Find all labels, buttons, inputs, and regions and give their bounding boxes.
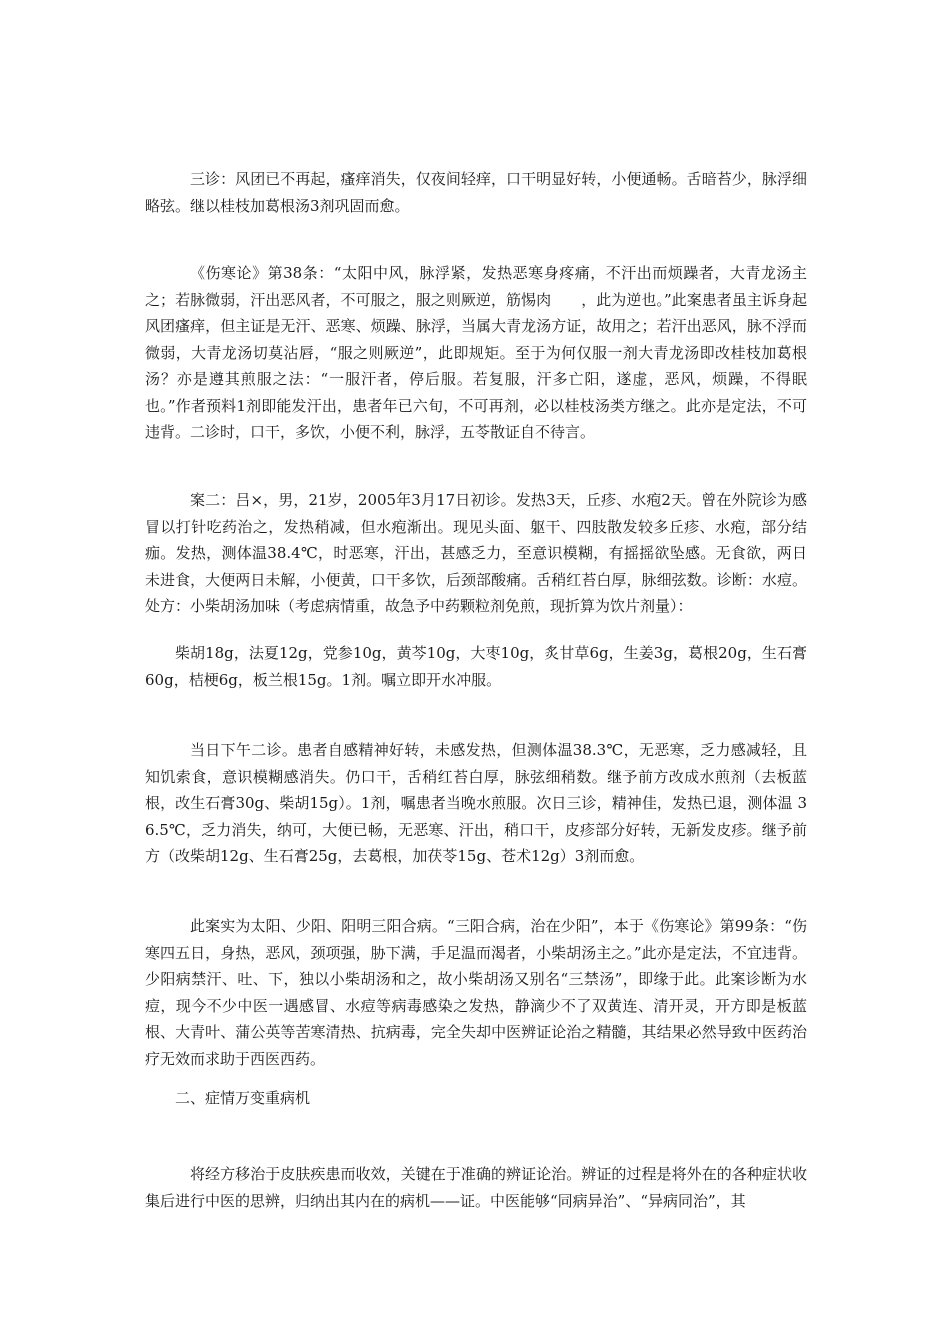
section-heading: 二、症情万变重病机 (175, 1089, 311, 1107)
paragraph-shanghan-38: 《伤寒论》第38条：“太阳中风，脉浮紧，发热恶寒身疼痛，不汗出而烦躁者，大青龙汤主之；若脉微弱，汗出恶风者，不可服之，服之则厥逆，筋惕肉 ，此为逆也。”此案患者虽主诉身起风团瘙痒，但主证是无汗、恶寒、烦躁、脉浮，当属大青龙汤方证，故用之；若汗出恶风，脉不浮而微弱，大青龙汤切莫沾唇，“服之则厥逆”，此即规矩。至于为何仅服一剂大青龙汤即改桂枝加葛根汤？亦是遵其煎服之法：“一服汗者，停后服。若复服，汗多亡阳，遂虚，恶风，烦躁，不得眠也。”作者预料1剂即能发汗出，患者年已六旬，不可再剂，必以桂枝汤类方继之。此亦是定法，不可违背。二诊时，口干，多饮，小便不利，脉浮，五苓散证自不待言。 (145, 264, 807, 441)
paragraph-prescription: 柴胡18g，法夏12g，党参10g，黄芩10g，大枣10g，炙甘草6g，生姜3g，葛根20g，生石膏60g，桔梗6g，板兰根15g。1剂。嘱立即开水冲服。 (145, 644, 807, 689)
paragraph-third-visit: 三诊：风团已不再起，瘙痒消失，仅夜间轻痒，口干明显好转，小便通畅。舌暗苔少，脉浮细略弦。继以桂枝加葛根汤3剂巩固而愈。 (145, 170, 807, 215)
paragraph-second-visit: 当日下午二诊。患者自感精神好转，未感发热，但测体温38.3℃，无恶寒，乏力感减轻，且知饥索食，意识模糊感消失。仍口干，舌稍红苔白厚，脉弦细稍数。继予前方改成水煎剂（去板蓝根，改生石膏30g、柴胡15g）。1剂，嘱患者当晚水煎服。次日三诊，精神佳，发热已退，测体温 36.5℃，乏力消失，纳可，大便已畅，无恶寒、汗出，稍口干，皮疹部分好转，无新发皮疹。继予前方（改柴胡12g、生石膏25g，去葛根，加茯苓15g、苍术12g）3剂而愈。 (145, 741, 807, 865)
paragraph-case-analysis: 此案实为太阳、少阳、阳明三阳合病。“三阳合病，治在少阳”，本于《伤寒论》第99条：“伤寒四五日，身热，恶风，颈项强，胁下满，手足温而渴者，小柴胡汤主之。”此亦是定法，不宜违背。少阳病禁汗、吐、下，独以小柴胡汤和之，故小柴胡汤又别名“三禁汤”，即缘于此。此案诊断为水痘，现今不少中医一遇感冒、水痘等病毒感染之发热，静滴少不了双黄连、清开灵，开方即是板蓝根、大青叶、蒲公英等苦寒清热、抗病毒，完全失却中医辨证论治之精髓，其结果必然导致中医药治疗无效而求助于西医西药。 (145, 917, 807, 1068)
paragraph-pathogenesis: 将经方移治于皮肤疾患而收效，关键在于准确的辨证论治。辨证的过程是将外在的各种症状收集后进行中医的思辨，归纳出其内在的病机——证。中医能够“同病异治”、“异病同治”，其 (145, 1165, 807, 1210)
paragraph-case-two: 案二：吕×，男，21岁，2005年3月17日初诊。发热3天，丘疹、水疱2天。曾在外院诊为感冒以打针吃药治之，发热稍减，但水疱渐出。现见头面、躯干、四肢散发较多丘疹、水疱，部分结痂。发热，测体温38.4℃，时恶寒，汗出，甚感乏力，至意识模糊，有摇摇欲坠感。无食欲，两日未进食，大便两日未解，小便黄，口干多饮，后颈部酸痛。舌稍红苔白厚，脉细弦数。诊断：水痘。处方：小柴胡汤加味（考虑病情重，故急予中药颗粒剂免煎，现折算为饮片剂量）： (145, 491, 807, 615)
